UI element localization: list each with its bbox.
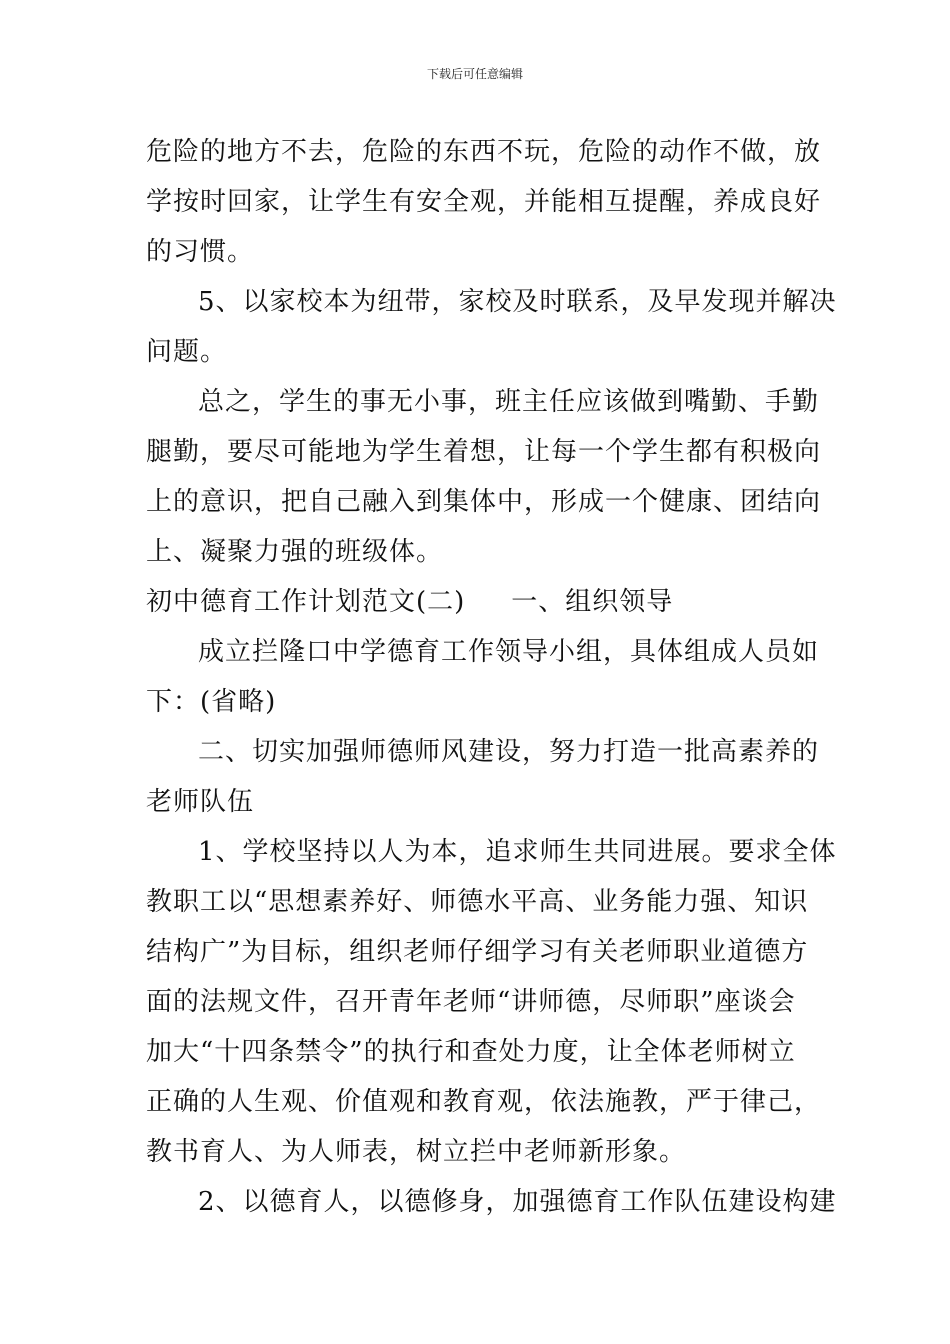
text-line: 成立拦隆口中学德育工作领导小组，具体组成人员如 (198, 637, 820, 667)
text-line: 二、切实加强师德师风建设，努力打造一批高素养的 (198, 737, 820, 767)
document-title: 初中德育工作计划范文(二) (146, 587, 466, 617)
text-line: 5、以家校本为纽带，家校及时联系，及早发现并解决 (198, 287, 837, 317)
paragraph-leadership (146, 627, 820, 727)
text-line: 正确的人生观、价值观和教育观，依法施教，严于律己， (146, 1087, 822, 1117)
paragraph-summary (146, 377, 822, 577)
text-line: 教书育人、为人师表，树立拦中老师新形象。 (146, 1137, 687, 1167)
text-line: 学按时回家，让学生有安全观，并能相互提醒，养成良好 (146, 187, 822, 217)
text-line: 总之，学生的事无小事，班主任应该做到嘴勤、手勤 (198, 387, 820, 417)
document-body (146, 127, 837, 1227)
text-line: 上的意识，把自己融入到集体中，形成一个健康、团结向 (146, 487, 822, 517)
paragraph-item-2 (146, 1177, 837, 1227)
text-line: 1、学校坚持以人为本，追求师生共同进展。要求全体 (198, 837, 837, 867)
paragraph-item-1 (146, 827, 837, 1177)
text-line: 下：(省略) (146, 687, 277, 717)
paragraph-safety (146, 127, 822, 277)
text-line: 教职工以“思想素养好、师德水平高、业务能力强、知识 (146, 887, 809, 917)
page-header-note: 下载后可任意编辑 (426, 67, 523, 81)
text-line: 面的法规文件，召开青年老师“讲师德，尽师职”座谈会 (146, 987, 796, 1017)
paragraph-home-school (146, 277, 837, 377)
text-line: 危险的地方不去，危险的东西不玩，危险的动作不做，放 (146, 137, 822, 167)
text-line: 上、凝聚力强的班级体。 (146, 537, 444, 567)
text-line: 的习惯。 (146, 237, 255, 267)
section-heading (146, 577, 814, 627)
text-line: 结构广”为目标，组织老师仔细学习有关老师职业道德方 (146, 937, 809, 967)
text-line: 加大“十四条禁令”的执行和查处力度，让全体老师树立 (146, 1037, 796, 1067)
text-line: 老师队伍 (146, 787, 255, 817)
text-line: 腿勤，要尽可能地为学生着想，让每一个学生都有积极向 (146, 437, 822, 467)
text-line: 2、以德育人，以德修身，加强德育工作队伍建设构建 (198, 1187, 837, 1217)
text-line: 问题。 (146, 337, 228, 367)
paragraph-teacher-ethics-heading (146, 727, 820, 827)
section-title: 一、组织领导 (511, 587, 674, 617)
